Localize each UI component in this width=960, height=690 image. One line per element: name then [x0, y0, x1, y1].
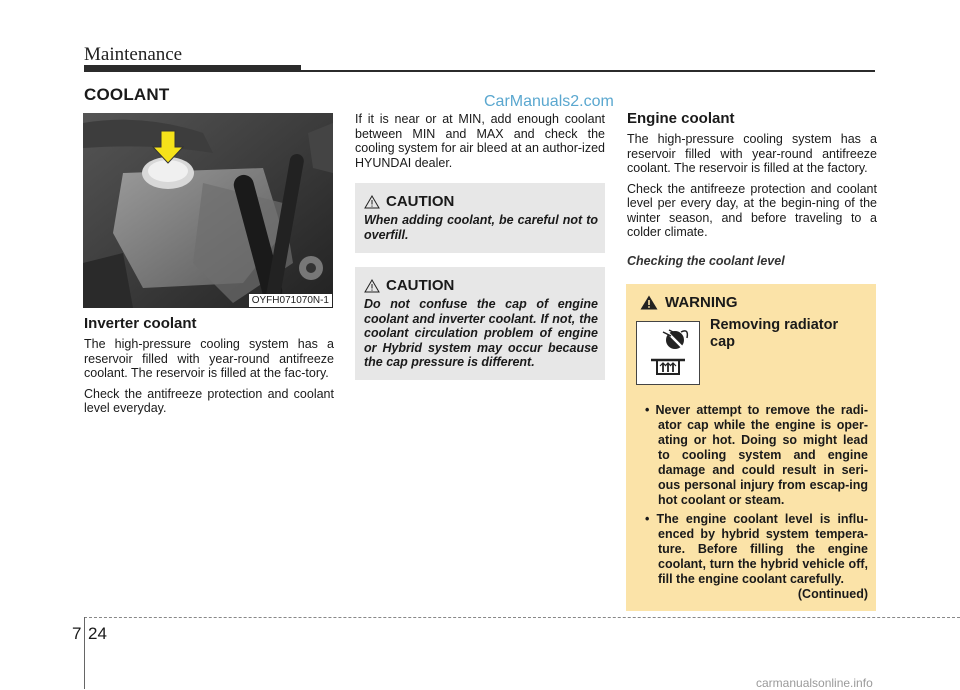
inverter-coolant-heading: Inverter coolant: [84, 315, 197, 332]
warning-header: [640, 294, 738, 311]
header-rule-thick: [84, 65, 301, 72]
caution-box-1: [355, 183, 605, 253]
site-watermark: carmanualsonline.info: [756, 676, 873, 690]
caution-text-2: Do not confuse the cap of engine coolant and inverter coolant. If not, the coolant circulation problem of engine or Hybrid system may occur because the cap pressure is different.: [364, 297, 598, 369]
warning-list: [636, 403, 868, 591]
warning-subtitle: Removing radiator cap: [710, 317, 839, 350]
engine-paragraph-2: Check the antifreeze protection and coolant level per every day, at the begin-ning of the winter season, and before traveling to a colder climate.: [627, 181, 877, 239]
footer-rule: [84, 617, 960, 618]
middle-column: [355, 112, 605, 176]
warning-triangle-icon: [640, 295, 658, 310]
header-title: Maintenance: [84, 44, 183, 65]
warning-title: WARNING: [665, 294, 738, 311]
caution-header-2: [364, 277, 598, 294]
caution-title-2: CAUTION: [386, 277, 455, 294]
caution-header-1: [364, 193, 598, 210]
middle-paragraph-1: If it is near or at MIN, add enough coolant between MIN and MAX and check the cooling system for air bleed at an author-ized HYUNDAI dealer.: [355, 112, 605, 170]
watermark: CarManuals2.com: [484, 93, 614, 110]
caution-triangle-icon: [364, 195, 380, 209]
photo-caption: OYFH071070N-1: [249, 294, 332, 307]
caution-box-2: [355, 267, 605, 380]
hot-radiator-icon: [636, 321, 700, 385]
header-rule-thin: [301, 70, 875, 72]
chapter-number: 7: [72, 624, 82, 643]
engine-illustration: [83, 113, 333, 308]
engine-coolant-heading: Engine coolant: [627, 110, 735, 127]
warning-item-1: • Never attempt to remove the radi-ator cap while the engine is oper-ating or hot. Doing so might lead to cooling system and engine damage and could result in seri-ous personal injury from escap-ing hot coolant or steam.: [645, 403, 868, 507]
inverter-coolant-section: [84, 315, 334, 422]
footer-vertical-rule: [84, 617, 85, 689]
engine-coolant-section: [627, 110, 877, 268]
inverter-paragraph-1: The high-pressure cooling system has a reservoir filled with year-round antifreeze coolant. The reservoir is filled at the fac-tory.: [84, 337, 334, 380]
warning-box: [626, 284, 876, 611]
engine-bay-photo: [83, 113, 333, 308]
warning-item-2: • The engine coolant level is influ-enced by hybrid system tempera-ture. Before filling the engine coolant, turn the hybrid vehicle off, fill the engine coolant carefully.: [645, 512, 868, 586]
engine-paragraph-1: The high-pressure cooling system has a reservoir filled with year-round antifreeze coolant. The reservoir is filled at the factory.: [627, 132, 877, 175]
page-number: 24: [88, 624, 107, 643]
checking-coolant-subheading: Checking the coolant level: [627, 253, 785, 268]
section-title: COOLANT: [84, 85, 170, 104]
caution-triangle-icon: [364, 279, 380, 293]
warning-continued: (Continued): [797, 587, 868, 601]
caution-title-1: CAUTION: [386, 193, 455, 210]
inverter-paragraph-2: Check the antifreeze protection and coolant level everyday.: [84, 386, 334, 415]
caution-text-1: When adding coolant, be careful not to overfill.: [364, 213, 598, 242]
